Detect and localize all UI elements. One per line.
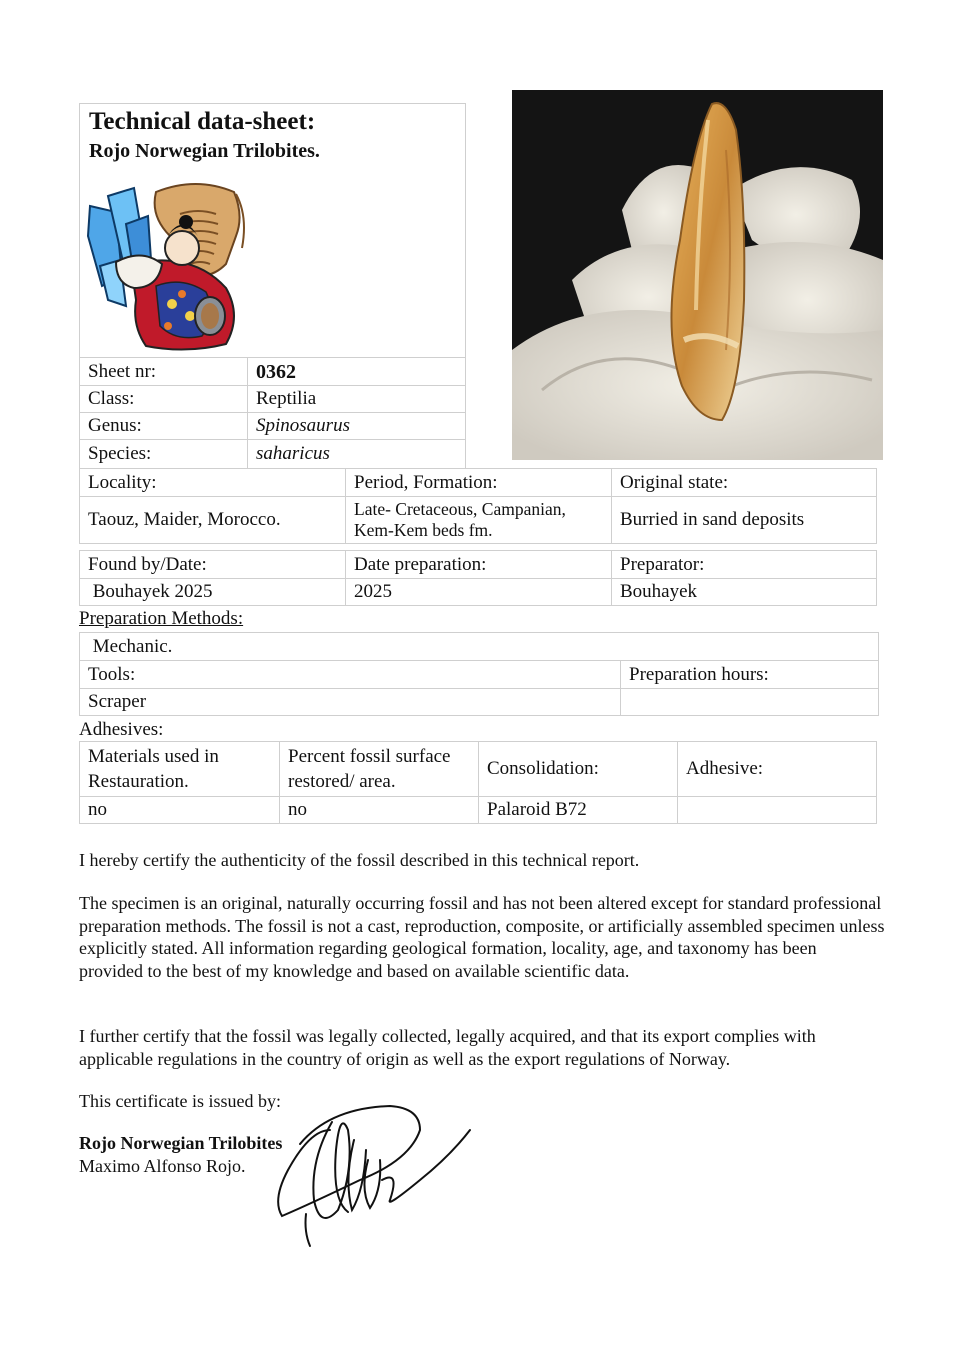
sheet-nr-value: 0362 — [247, 357, 466, 386]
certification-paragraph-4: This certificate is issued by: — [79, 1091, 281, 1111]
preparator-value: Bouhayek — [611, 578, 877, 606]
preparation-hours-value — [620, 688, 879, 716]
tools-value: Scraper — [79, 688, 621, 716]
date-preparation-header: Date preparation: — [345, 550, 612, 579]
tools-label: Tools: — [79, 660, 621, 689]
certification-paragraph-2: The specimen is an original, naturally occurring fossil and has not been altered except for standard professional preparation methods. The fossil is not a cast, reproduction, composite, or artificially assembled specimen unless explicitly stated. All information regarding geological formation, locality, age, and taxonomy has been provided to the best of my knowledge and based on available scientific data. — [79, 893, 885, 981]
found-by-value: Bouhayek 2025 — [79, 578, 346, 606]
adhesive-header: Adhesive: — [677, 741, 877, 797]
consolidation-value: Palaroid B72 — [478, 796, 678, 824]
preparation-method-value: Mechanic. — [79, 632, 879, 661]
signer-company: Rojo Norwegian Trilobites — [79, 1133, 283, 1153]
locality-value: Taouz, Maider, Morocco. — [79, 496, 346, 544]
signer-name: Maximo Alfonso Rojo. — [79, 1156, 246, 1176]
found-by-header: Found by/Date: — [79, 550, 346, 579]
original-state-header: Original state: — [611, 468, 877, 497]
class-value: Reptilia — [247, 385, 466, 413]
sheet-title: Technical data-sheet: — [89, 108, 316, 135]
adhesives-label: Adhesives: — [79, 719, 164, 740]
consolidation-header: Consolidation: — [478, 741, 678, 797]
preparator-header: Preparator: — [611, 550, 877, 579]
materials-header: Materials used in Restauration. — [79, 741, 280, 797]
period-header: Period, Formation: — [345, 468, 612, 497]
genus-label: Genus: — [79, 412, 248, 440]
percent-restored-value: no — [279, 796, 479, 824]
date-preparation-value: 2025 — [345, 578, 612, 606]
company-name: Rojo Norwegian Trilobites. — [89, 140, 320, 162]
adhesive-value — [677, 796, 877, 824]
sheet-nr-label: Sheet nr: — [79, 357, 248, 386]
period-value: Late- Cretaceous, Campanian, Kem-Kem beds fm. — [345, 496, 612, 544]
preparation-methods-label: Preparation Methods: — [79, 608, 244, 629]
materials-value: no — [79, 796, 280, 824]
certification-paragraph-3: I further certify that the fossil was legally collected, legally acquired, and that its export complies with applicable regulations in the country of origin as well as the export regulations of Norway. — [79, 1026, 816, 1069]
original-state-value: Burried in sand deposits — [611, 496, 877, 544]
preparation-hours-label: Preparation hours: — [620, 660, 879, 689]
species-label: Species: — [79, 439, 248, 469]
class-label: Class: — [79, 385, 248, 413]
trilobite-samurai-logo — [86, 176, 246, 354]
certification-paragraph-1: I hereby certify the authenticity of the fossil described in this technical report. — [79, 850, 640, 870]
species-value: saharicus — [247, 439, 466, 469]
fossil-tooth-photo — [512, 90, 883, 460]
handwritten-signature — [270, 1100, 480, 1250]
genus-value: Spinosaurus — [247, 412, 466, 440]
locality-header: Locality: — [79, 468, 346, 497]
percent-restored-header: Percent fossil surface restored/ area. — [279, 741, 479, 797]
